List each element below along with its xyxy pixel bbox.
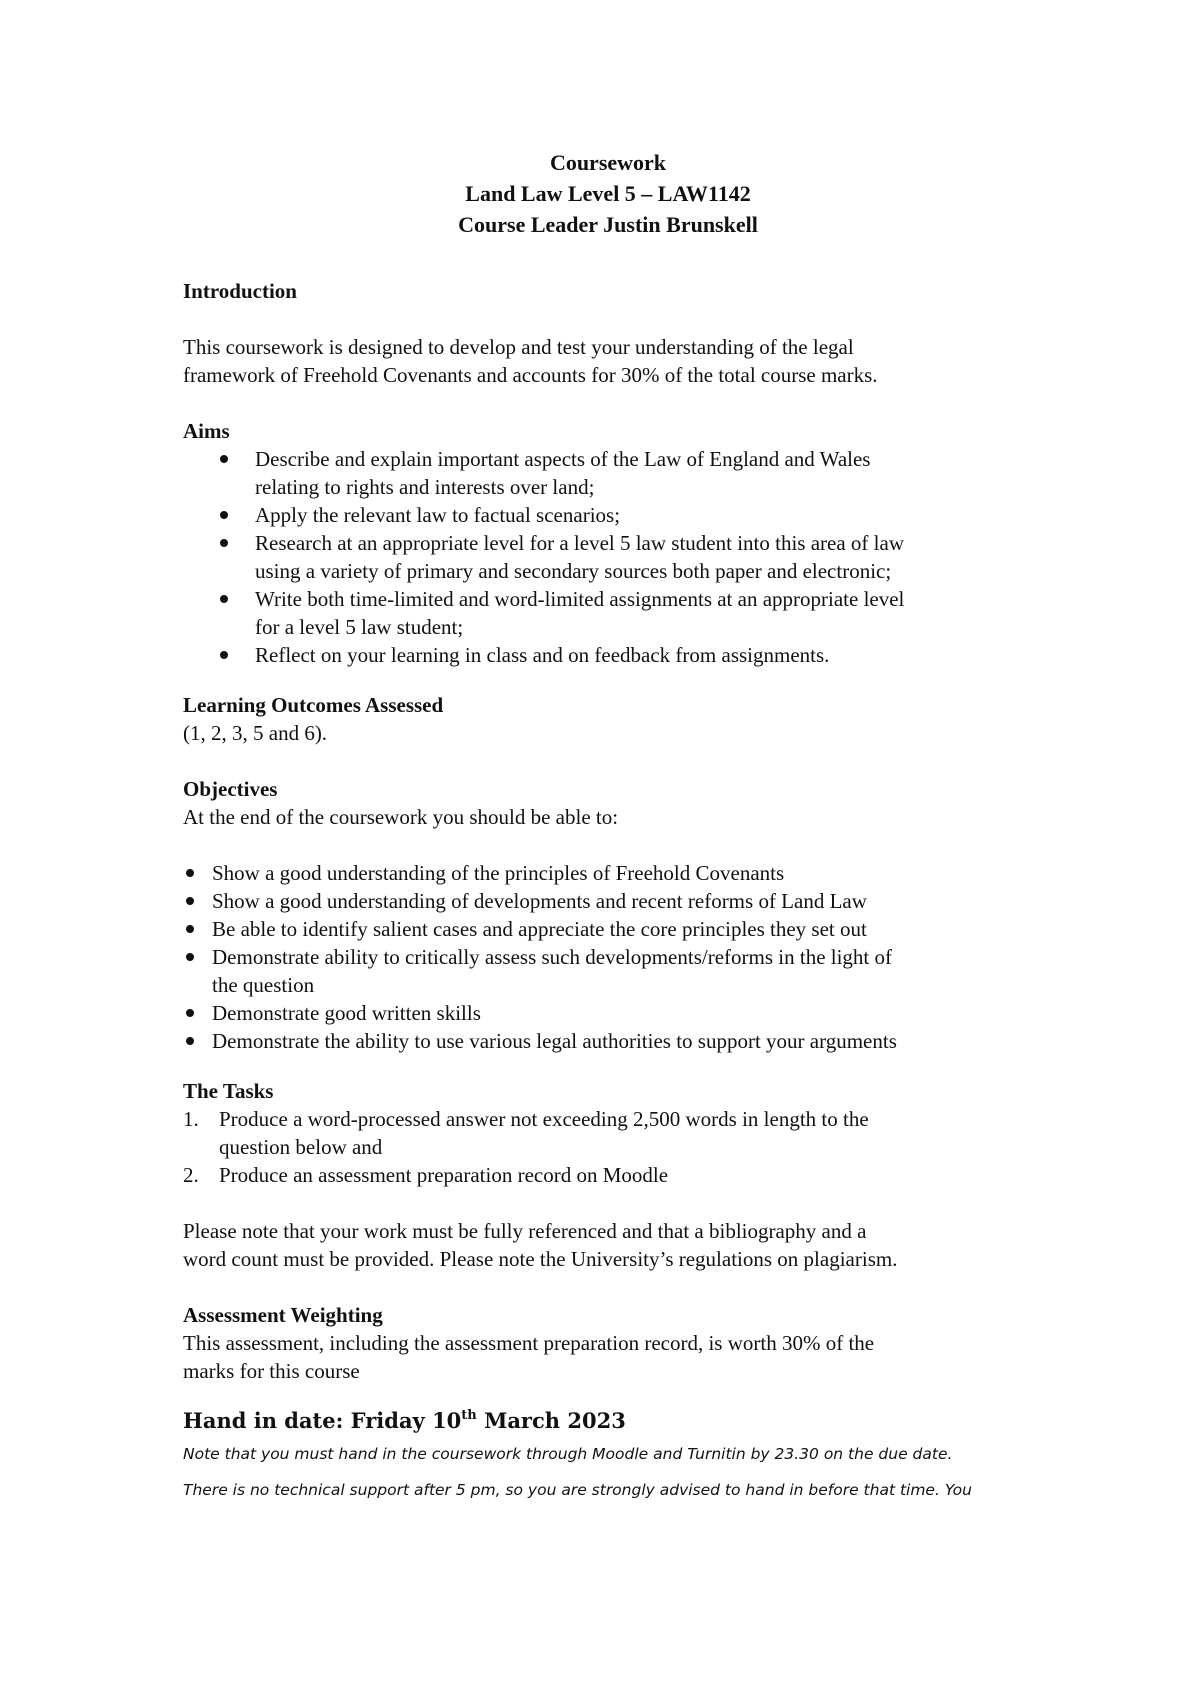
objectives-list-item: Demonstrate good written skills — [212, 999, 1043, 1027]
introduction-text-line-2: framework of Freehold Covenants and accounts for 30% of the total course marks. — [183, 363, 878, 387]
referencing-note-line-2: word count must be provided. Please note the University’s regulations on plagiarism. — [183, 1247, 898, 1271]
referencing-note-line-1: Please note that your work must be fully referenced and that a bibliography and a — [183, 1219, 867, 1243]
aims-section — [183, 417, 1043, 669]
module-title: Land Law Level 5 – LAW1142 — [465, 181, 751, 206]
submission-note-line-1: Note that you must hand in the coursework through Moodle and Turnitin by 23.30 on the due date. — [183, 1445, 953, 1463]
introduction-section — [183, 277, 1043, 389]
objectives-list-item: Show a good understanding of the principles of Freehold Covenants — [212, 859, 1043, 887]
learning-outcomes-section — [183, 691, 1043, 747]
tasks-list-item: 1. Produce a word-processed answer not exceeding 2,500 words in length to the question below and — [183, 1107, 869, 1159]
course-leader: Course Leader Justin Brunskell — [458, 212, 758, 237]
aims-list-item: Write both time-limited and word-limited assignments at an appropriate level for a level 5 law student; — [255, 585, 1043, 641]
task-number: 1. — [183, 1107, 199, 1131]
tasks-list-item: 2. Produce an assessment preparation record on Moodle — [183, 1163, 669, 1187]
aims-list-item: Apply the relevant law to factual scenarios; — [255, 501, 1043, 529]
weighting-text-line-2: marks for this course — [183, 1359, 360, 1383]
objectives-list-item: Demonstrate the ability to use various legal authorities to support your arguments — [212, 1027, 1043, 1055]
learning-outcomes-heading: Learning Outcomes Assessed — [183, 693, 444, 717]
objectives-heading: Objectives — [183, 777, 278, 801]
objectives-list-item: Show a good understanding of developments and recent reforms of Land Law — [212, 887, 1043, 915]
aims-list-item: Describe and explain important aspects of the Law of England and Wales relating to rights and interests over land; — [255, 445, 1043, 501]
objectives-list — [183, 859, 1043, 1055]
aims-list — [183, 445, 1043, 669]
tasks-list — [183, 1105, 1043, 1189]
tasks-heading: The Tasks — [183, 1079, 274, 1103]
introduction-text-line-1: This coursework is designed to develop and test your understanding of the legal — [183, 335, 854, 359]
learning-outcomes-text: (1, 2, 3, 5 and 6). — [183, 721, 328, 745]
weighting-heading: Assessment Weighting — [183, 1303, 383, 1327]
weighting-section — [183, 1301, 1043, 1385]
title-block — [183, 147, 1033, 240]
introduction-heading: Introduction — [183, 279, 297, 303]
tasks-section — [183, 1077, 1043, 1273]
aims-heading: Aims — [183, 419, 230, 443]
document-content — [183, 147, 1043, 1500]
task-number: 2. — [183, 1163, 199, 1187]
hand-in-date: Hand in date: Friday 10th March 2023 — [183, 1408, 626, 1433]
document-title: Coursework — [549, 150, 667, 175]
objectives-section — [183, 775, 1043, 1055]
weighting-text-line-1: This assessment, including the assessment preparation record, is worth 30% of the — [183, 1331, 875, 1355]
objectives-list-item: Demonstrate ability to critically assess such developments/reforms in the light of the question — [212, 943, 1043, 999]
aims-list-item: Research at an appropriate level for a level 5 law student into this area of law using a variety of primary and secondary sources both paper and electronic; — [255, 529, 1043, 585]
objectives-list-item: Be able to identify salient cases and appreciate the core principles they set out — [212, 915, 1043, 943]
date-ordinal-suffix: th — [461, 1408, 477, 1423]
submission-note-line-2: There is no technical support after 5 pm, so you are strongly advised to hand in before that time. You — [183, 1481, 972, 1499]
aims-list-item: Reflect on your learning in class and on feedback from assignments. — [255, 641, 1043, 669]
objectives-intro: At the end of the coursework you should be able to: — [183, 805, 619, 829]
